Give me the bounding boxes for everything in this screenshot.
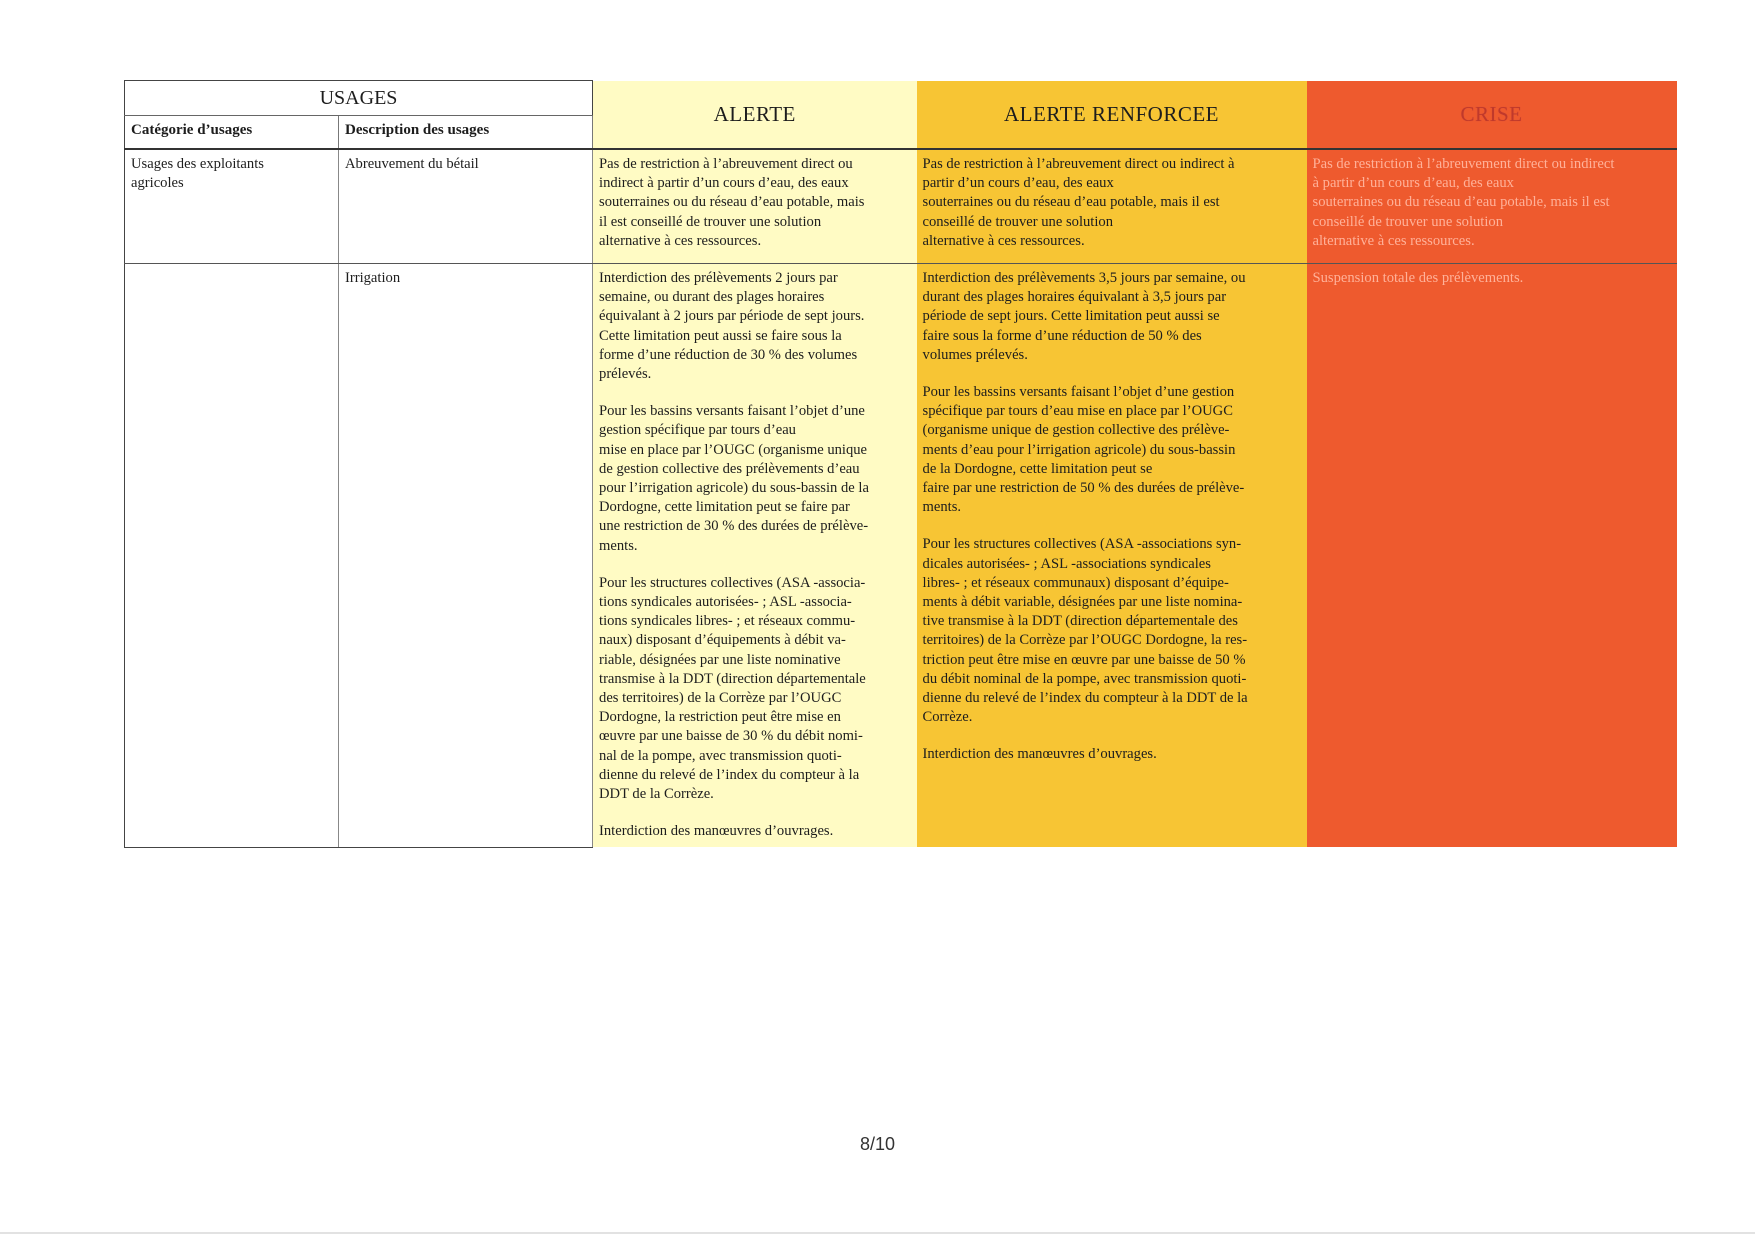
- crise-header: CRISE: [1307, 81, 1677, 150]
- alerte-renforcee-cell: [917, 264, 1307, 848]
- alerte-renforcee-paragraph: Pour les structures collectives (ASA -associations syn- dicales autorisées- ; ASL -associations syndicales libres- ; et réseaux communaux) disposant d’équipe- ments à débit variable, désignées par une liste nomina- tive transmise à la DDT (direction départementale des territoires) de la Corrèze par l’OUGC Dordogne, la res- triction peut être mise en œuvre par une baisse de 50 % du débit nominal de la pompe, avec transmission quoti- dienne du relevé de l’index du compteur à la DDT de la Corrèze.: [922, 536, 1248, 726]
- alerte-renforcee-cell: Pas de restriction à l’abreuvement direct ou indirect à partir d’un cours d’eau, des eaux souterraines ou du réseau d’eau potable, mais il est conseillé de trouver une solution alternative à ces ressources.: [917, 149, 1307, 264]
- table-row: [125, 264, 1677, 848]
- description-cell: Irrigation: [339, 264, 593, 848]
- alerte-paragraph: Pour les bassins versants faisant l’objet d’une gestion spécifique par tours d’eau mise en place par l’OUGC (organisme unique de gestion collective des prélèvements d’eau pour l’irrigation agricole) du sous-bassin de la Dordogne, cette limitation peut se faire par une restriction de 30 % des durées de prélève- ments.: [599, 403, 869, 554]
- categorie-cell: [125, 264, 339, 848]
- scan-edge-divider: [0, 1232, 1755, 1234]
- crise-cell: Pas de restriction à l’abreuvement direct ou indirect à partir d’un cours d’eau, des eaux souterraines ou du réseau d’eau potable, mais il est conseillé de trouver une solution alternative à ces ressources.: [1307, 149, 1677, 264]
- alerte-renforcee-paragraph: Interdiction des prélèvements 3,5 jours par semaine, ou durant des plages horaires équivalant à 3,5 jours par période de sept jours. Cette limitation peut aussi se faire sous la forme d’une réduction de 50 % des volumes prélevés.: [922, 270, 1246, 363]
- alerte-paragraph: Interdiction des manœuvres d’ouvrages.: [599, 823, 834, 840]
- alerte-renforcee-header: ALERTE RENFORCEE: [917, 81, 1307, 150]
- table-row: [125, 149, 1677, 264]
- categorie-cell: Usages des exploitants agricoles: [125, 149, 339, 264]
- description-cell: Abreuvement du bétail: [339, 149, 593, 264]
- categorie-column-header: Catégorie d’usages: [125, 116, 339, 150]
- alerte-renforcee-paragraph: Pour les bassins versants faisant l’objet d’une gestion spécifique par tours d’eau mise en place par l’OUGC (organisme unique de gestion collective des prélève- ments d’eau pour l’irrigation agricole) du sous-bassin de la Dordogne, cette limitation peut se faire par une restriction de 50 % des durées de prélève- ments.: [922, 384, 1245, 516]
- crise-cell: Suspension totale des prélèvements.: [1307, 264, 1677, 848]
- usages-header: USAGES: [125, 81, 593, 116]
- restrictions-table: [124, 80, 1677, 848]
- alerte-renforcee-paragraph: Interdiction des manœuvres d’ouvrages.: [922, 746, 1157, 763]
- alerte-header: ALERTE: [593, 81, 917, 150]
- page-number: 8/10: [859, 1134, 896, 1154]
- alerte-paragraph: Pour les structures collectives (ASA -associa- tions syndicales autorisées- ; ASL -associa- tions syndicales libres- ; et réseaux commu- naux) disposant d’équipements à débit va- riable, désignées par une liste nominative transmise à la DDT (direction départementale des territoires) de la Corrèze par l’OUGC Dordogne, la restriction peut être mise en œuvre par une baisse de 30 % du débit nomi- nal de la pompe, avec transmission quoti- dienne du relevé de l’index du compteur à la DDT de la Corrèze.: [599, 574, 866, 803]
- alerte-cell: [593, 264, 917, 848]
- alerte-paragraph: Interdiction des prélèvements 2 jours par semaine, ou durant des plages horaires équivalant à 2 jours par période de sept jours. Cette limitation peut aussi se faire sous la forme d’une réduction de 30 % des volumes prélevés.: [599, 270, 865, 383]
- description-column-header: Description des usages: [339, 116, 593, 150]
- alerte-cell: Pas de restriction à l’abreuvement direct ou indirect à partir d’un cours d’eau, des eaux souterraines ou du réseau d’eau potable, mais il est conseillé de trouver une solution alternative à ces ressources.: [593, 149, 917, 264]
